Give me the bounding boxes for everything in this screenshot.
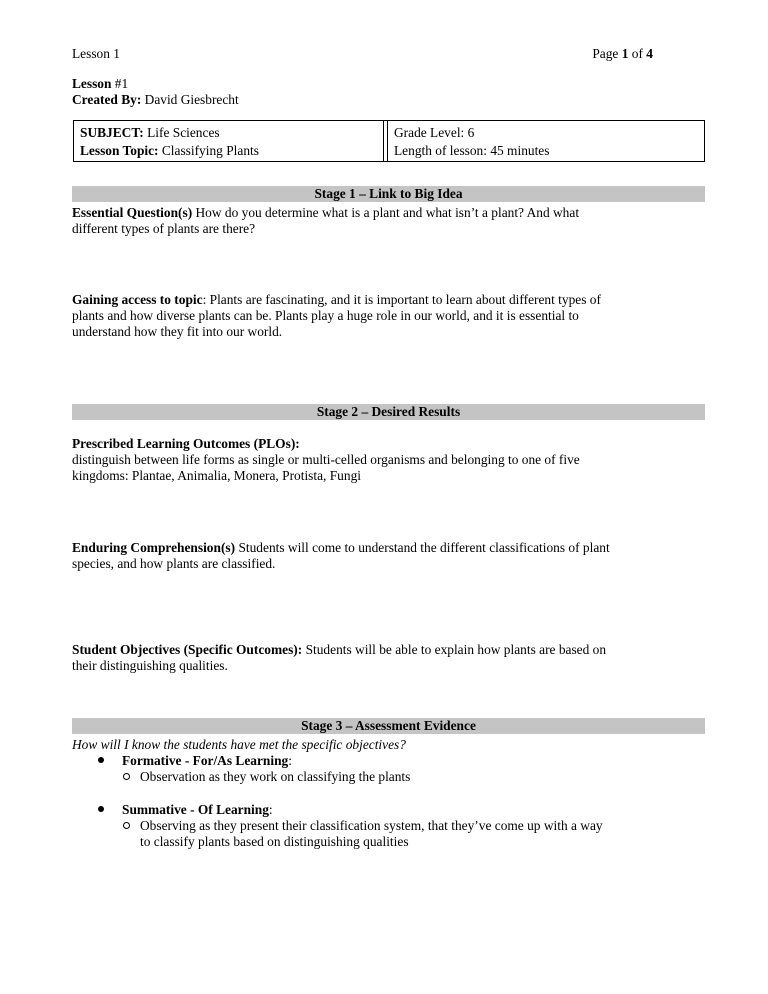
essential-question [72,205,692,237]
topic-label: Lesson Topic: [80,143,159,158]
page-of: of [628,46,647,61]
enduring-comprehension-label: Enduring Comprehension(s) [72,540,236,555]
grade-level: Grade Level: 6 [394,125,475,140]
stage2-heading: Stage 2 – Desired Results [72,404,705,420]
created-by-line [72,92,239,108]
subject-label: SUBJECT: [80,125,144,140]
lesson-info-table [73,120,705,162]
lesson-number: #1 [111,76,129,91]
gaining-access-line1: : Plants are fascinating, and it is important to learn about different types of [202,292,601,307]
lesson-number-line [72,76,239,92]
formative-label: Formative - For/As Learning [122,753,289,768]
page-current: 1 [621,46,629,61]
topic-line [80,143,377,161]
student-objectives [72,642,692,674]
gaining-access-line3: understand how they fit into our world. [72,324,283,339]
gaining-access [72,292,692,340]
created-by-value: David Giesbrecht [141,92,239,107]
created-by-label: Created By: [72,92,142,107]
gaining-access-label: Gaining access to topic [72,292,203,307]
assessment-question: How will I know the students have met the specific objectives? [72,737,406,752]
info-cell-subject [74,121,384,161]
summative-label: Summative - Of Learning [122,802,269,817]
page-prefix: Page [592,46,622,61]
plos-label: Prescribed Learning Outcomes (PLOs): [72,436,300,451]
essential-question-label: Essential Question(s) [72,205,193,220]
summative-item-line2: to classify plants based on distinguishing qualities [140,834,409,849]
bullet-icon [98,806,104,812]
page-total: 4 [646,46,653,61]
lesson-length: Length of lesson: 45 minutes [394,143,550,158]
student-objectives-line2: their distinguishing qualities. [72,658,228,673]
stage1-heading: Stage 1 – Link to Big Idea [72,186,705,202]
bullet-icon [98,757,104,763]
summative-item-line1: Observing as they present their classification system, that they’ve come up with a way [140,818,603,833]
student-objectives-label: Student Objectives (Specific Outcomes): [72,642,303,657]
circle-bullet-icon [123,773,130,780]
formative-item-text: Observation as they work on classifying the plants [140,769,411,784]
formative-colon: : [288,753,292,768]
essential-question-line1: How do you determine what is a plant and what isn’t a plant? And what [192,205,580,220]
plos-line1: distinguish between life forms as single or multi-celled organisms and belonging to one of five [72,452,580,467]
stage3-heading: Stage 3 – Assessment Evidence [72,718,705,734]
summative-colon: : [268,802,273,817]
summative-item-text [140,818,700,850]
enduring-comprehension [72,540,692,572]
info-cell-grade [387,121,704,161]
gaining-access-line2: plants and how diverse plants can be. Plants play a huge role in our world, and it is essential to [72,308,579,323]
student-objectives-line1: Students will be able to explain how plants are based on [302,642,607,657]
header-lesson-label: Lesson 1 [72,46,120,61]
page-number [592,46,653,62]
circle-bullet-icon [123,822,130,829]
lesson-label: Lesson [72,76,112,91]
plos-line2: kingdoms: Plantae, Animalia, Monera, Protista, Fungi [72,468,361,483]
subject-line [80,125,377,143]
plos [72,436,692,484]
lesson-meta [72,76,239,108]
enduring-comprehension-line2: species, and how plants are classified. [72,556,276,571]
subject-value: Life Sciences [143,125,220,140]
essential-question-line2: different types of plants are there? [72,221,256,236]
topic-value: Classifying Plants [158,143,259,158]
enduring-comprehension-line1: Students will come to understand the different classifications of plant [235,540,610,555]
